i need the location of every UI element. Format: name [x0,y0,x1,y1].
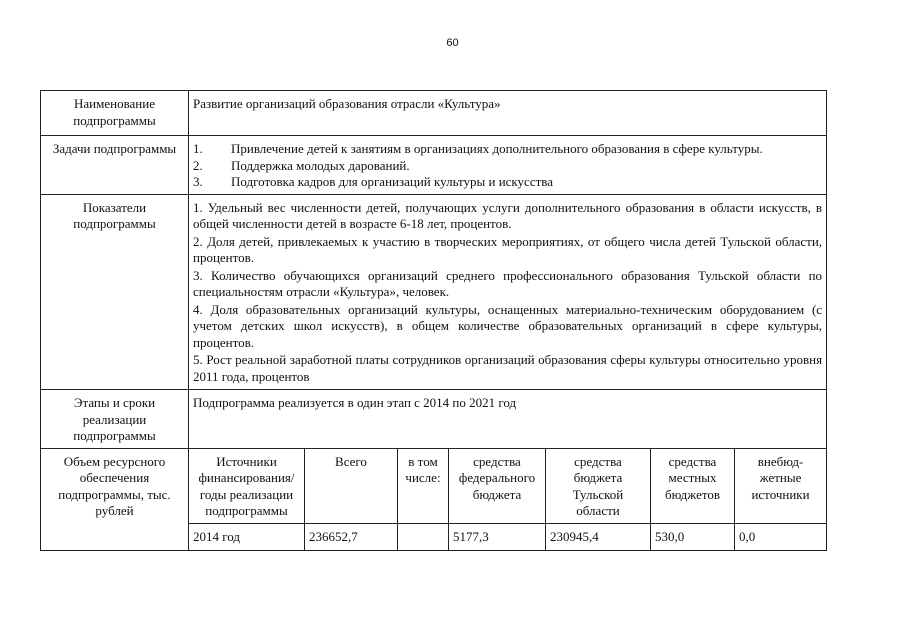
funding-regional: 230945,4 [546,523,651,550]
task-text: Поддержка молодых дарований. [231,157,410,173]
funding-year: 2014 год [189,523,305,550]
task-number: 2. [193,157,203,173]
funding-header-local: средства местных бюджетов [651,448,735,523]
indicators-row [41,194,827,390]
funding-total: 236652,7 [305,523,398,550]
task-item [193,141,822,158]
funding-header-extrabudgetary: внебюд-жетные источники [735,448,827,523]
funding-federal: 5177,3 [449,523,546,550]
funding-header-sources: Источники финансирования/ годы реализации подпрограммы [189,448,305,523]
funding-extrabudgetary: 0,0 [735,523,827,550]
task-item [193,174,822,191]
indicators-cell [189,194,827,390]
page-number: 60 [446,37,459,49]
tasks-label: Задачи подпрограммы [41,136,189,195]
indicator-item: 5. Рост реальной заработной платы сотрудников организаций образования сферы культуры относительно уровня 2011 года, процентов [193,352,823,384]
subprogram-passport-table [40,90,827,551]
funding-label: Объем ресурсного обеспечения подпрограммы, тыс. рублей [41,448,189,550]
indicator-item: 1. Удельный вес численности детей, получающих услуги дополнительного образования в области искусств, в общей численности детей в возрасте 6-18 лет, процентов. [193,199,823,231]
name-label: Наименование подпрограммы [41,91,189,136]
indicator-item: 2. Доля детей, привлекаемых к участию в творческих мероприятиях, от общего числа детей Тульской области, процентов. [193,233,823,265]
indicator-item: 3. Количество обучающихся организаций среднего профессионального образования Тульской области по специальностям отрасли «Культура», человек. [193,267,823,299]
task-number: 1. [193,141,203,156]
task-number: 3. [193,174,203,189]
funding-local: 530,0 [651,523,735,550]
name-row [41,91,827,136]
funding-including [398,523,449,550]
indicator-item: 4. Доля образовательных организаций культуры, оснащенных материально-техническим оборудованием (с учетом детских школ искусств), в общем количестве образовательных организаций в сфере культуры, процентов. [193,301,823,350]
funding-header-row [41,448,827,523]
funding-header-total: Всего [305,448,398,523]
stages-value: Подпрограмма реализуется в один этап с 2014 по 2021 год [189,390,827,449]
stages-row [41,390,827,449]
indicators-label: Показатели подпрограммы [41,194,189,390]
stages-label: Этапы и сроки реализации подпрограммы [41,390,189,449]
funding-header-including: в том числе: [398,448,449,523]
tasks-row [41,136,827,195]
task-item [193,158,822,175]
task-text: Подготовка кадров для организаций культуры и искусства [231,174,554,189]
funding-header-federal: средства федерального бюджета [449,448,546,523]
tasks-cell [189,136,827,195]
funding-header-regional: средства бюджета Тульской области [546,448,651,523]
name-value: Развитие организаций образования отрасли «Культура» [189,91,827,136]
task-text: Привлечение детей к занятиям в организациях дополнительного образования в сфере культуры. [231,141,763,156]
